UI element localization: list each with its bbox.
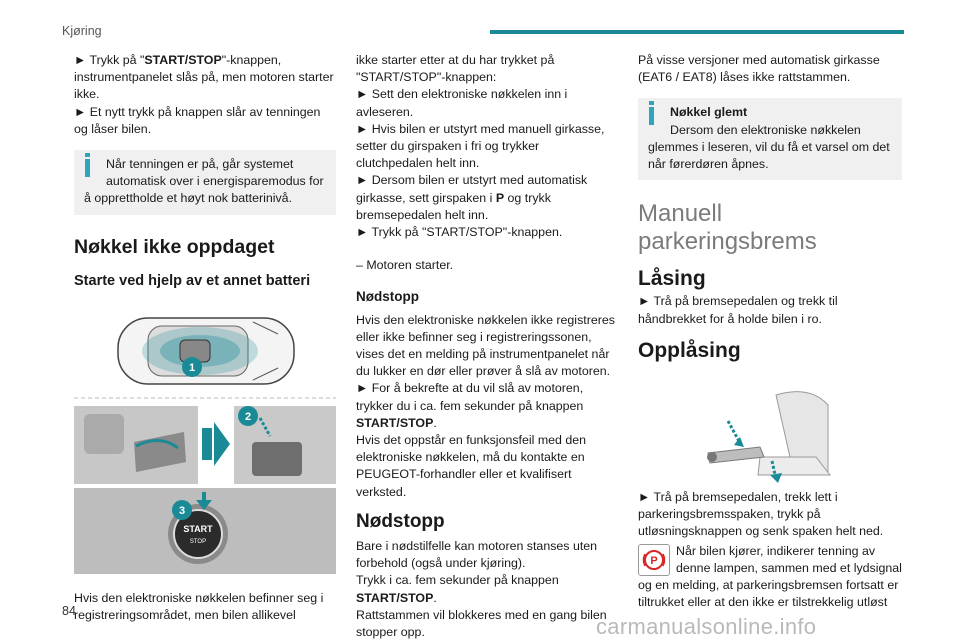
paragraph: ► For å bekrefte at du vil slå av motoren, trykker du i ca. fem sekunder på knappen START/STOP. [356,381,584,430]
handbrake-figure [700,365,840,483]
paragraph: ► Trykk på "START/STOP"-knappen, instrumentpanelet slås på, men motoren starter ikke. [74,53,334,102]
watermark: carmanualsonline.info [596,614,817,639]
result-text: – Motoren starter. [356,258,454,273]
column-3 [638,52,902,611]
figure-badge-2: 2 [244,410,252,423]
paragraph: ► Trå på bremsepedalen, trekk lett i parkeringsbremsspaken, trykk på utløsningsknappen og senk spaken helt ned. [638,490,884,539]
bullet: ► Hvis bilen er utstyrt med manuell girkasse, setter du girspaken i fri og trykker clutchpedalen helt inn. [356,121,605,171]
figure-caption: Hvis den elektroniske nøkkelen befinner seg i registreringsområdet, men bilen allikevel [74,590,324,623]
stop-label: STOP [189,538,207,545]
section-heading: Låsing [638,267,706,291]
column-2 [356,52,618,641]
paragraph: Trykk i ca. fem sekunder på knappen START/STOP. [356,573,559,605]
key-illustration [74,302,336,574]
figure-badge-1: 1 [188,361,196,374]
page-number: 84 [62,604,76,618]
bullet: ► Trykk på "START/STOP"-knappen. [356,225,563,240]
paragraph: På visse versjoner med automatisk girkasse (EAT6 / EAT8) låses ikke rattstammen. [638,53,880,85]
key-figure [74,302,336,574]
info-icon [85,159,90,177]
column-1 [74,52,336,624]
paragraph: ► Et nytt trykk på knappen slår av tenningen og låser bilen. [74,104,321,136]
paragraph: Rattstammen vil blokkeres med en gang bilen stopper opp. [356,607,607,640]
parking-brake-warning-icon [638,544,670,576]
section-heading: Nøkkel ikke oppdaget [74,235,275,258]
paragraph: Bare i nødstilfelle kan motoren stanses uten forbehold (også under kjøring). [356,539,598,571]
figure-badge-3: 3 [178,504,186,517]
paragraph: ► Trå på bremsepedalen og trekk til håndbrekket for å holde bilen i ro. [638,294,838,326]
paragraph: ikke starter etter at du har trykket på "START/STOP"-knappen: [356,53,555,85]
paragraph: Hvis den elektroniske nøkkelen ikke registreres eller ikke befinner seg i registreringssonen, vises det en melding på instrumentpanelet når du lukker en dør eller prøver å slå av motoren. [356,312,615,379]
info-icon [649,107,654,125]
bullet: ► Dersom bilen er utstyrt med automatisk girkasse, sett girspaken i P og trykk bremsepedalen helt inn. [356,173,588,222]
sub-heading: Starte ved hjelp av et annet batteri [74,272,311,289]
chapter-heading: Manuell parkeringsbrems [638,200,817,256]
start-label: START [183,523,213,534]
info-note: Nøkkel glemt Dersom den elektroniske nøkkelen glemmes i leseren, vil du få et varsel om det når førerdøren åpnes. [638,98,902,180]
header-accent-bar [490,30,904,34]
section-heading: Opplåsing [638,338,741,362]
section-heading: Nødstopp [356,510,445,532]
bullet: ► Sett den elektroniske nøkkelen inn i avleseren. [356,87,568,119]
sub-heading: Nødstopp [356,289,419,305]
paragraph: Hvis det oppstår en funksjonsfeil med den elektroniske nøkkelen, må du kontakte en PEUGEOT-forhandler eller et kvalifisert verksted. [356,433,587,499]
info-note: Når tenningen er på, går systemet automatisk over i energisparemodus for å opprettholde et høyt nok batterinivå. [74,150,336,215]
section-label: Kjøring [62,24,102,38]
svg-text:P: P [650,554,658,567]
warning-paragraph: P Når bilen kjører, indikerer tenning av denne lampen, sammen med et lydsignal og en melding, at parkeringsbremsen fortsatt er tiltrukket eller at den ikke er tilstrekkelig utløst [638,543,902,610]
handbrake-illustration [700,365,840,483]
